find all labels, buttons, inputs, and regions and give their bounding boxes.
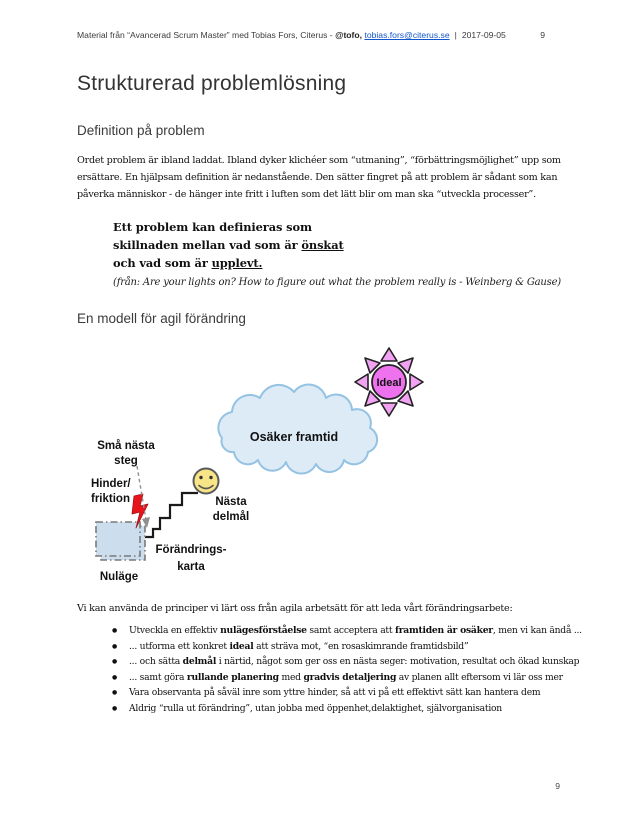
header-date: 2017-09-05 [461, 30, 506, 40]
current-state-label: Nuläge [99, 571, 139, 583]
smiley-icon [194, 469, 219, 494]
header-material-info: Material från “Avancerad Scrum Master” med Tobias Fors, Citerus - [77, 30, 336, 40]
section-heading-definition: Definition på problem [77, 123, 205, 138]
quote-text: skillnaden mellan vad som är [113, 238, 302, 253]
header-separator: | [454, 30, 457, 40]
quote-line [113, 236, 561, 254]
page-header [77, 30, 545, 40]
change-map-label: karta [177, 561, 205, 573]
quote-underlined-word: upplevt. [211, 256, 263, 271]
current-state-box [96, 522, 145, 560]
principles-list [110, 623, 582, 716]
quote-underlined-word: önskat [301, 238, 344, 253]
list-item: ● Utveckla en effektiv nulägesförståelse samt acceptera att framtiden är osäker, men vi kan ändå ... [110, 623, 582, 639]
next-subgoal-label: Nästa [215, 496, 247, 508]
quote-line [113, 218, 561, 236]
ideal-label: Ideal [376, 377, 402, 389]
paragraph-line: ersättare. En hjälpsam definition är nedanstående. Den sätter fingret på att problem är sådant som kan [77, 172, 558, 184]
paragraph-line: Ordet problem är ibland laddat. Ibland dyker klichéer som “utmaning”, “förbättringsmöjlighet” upp som [77, 155, 561, 166]
page-title: Strukturerad problemlösning [77, 72, 347, 95]
change-model-diagram [0, 338, 640, 594]
footer-page-number: 9 [555, 781, 560, 791]
list-item: ● ... utforma ett konkret ideal att sträva mot, “en rosaskimrande framtidsbild” [110, 639, 582, 655]
quote-text: och vad som är [113, 256, 212, 271]
change-map-label: Förändrings- [155, 544, 227, 556]
stairs-shape [141, 493, 198, 537]
sun-icon [355, 348, 423, 416]
definition-paragraph [77, 152, 561, 204]
header-twitter-handle: @tofo, [335, 30, 363, 40]
header-email-link[interactable]: tobias.fors@citerus.se [364, 30, 450, 40]
quote-attribution: (från: Are your lights on? How to figure out what the problem really is - Weinberg & Gause) [113, 276, 562, 288]
header-text [77, 30, 506, 40]
sun-ray [355, 374, 368, 390]
sun-ray [381, 348, 397, 361]
problem-definition-quote [113, 218, 561, 288]
quote-line [113, 254, 561, 272]
paragraph-line: påverka människor - de hänger inte fritt i luften som det lätt blir om man ska “utveckla processer”. [77, 189, 536, 201]
obstacles-label: Hinder/ [91, 478, 131, 490]
page-footer [77, 781, 560, 791]
list-item: ● ... och sätta delmål i närtid, något som ger oss en nästa seger: motivation, resultat och ökad kunskap [110, 654, 582, 670]
list-item: ● ... samt göra rullande planering med gradvis detaljering av planen allt eftersom vi lär oss mer [110, 670, 582, 686]
sun-ray [410, 374, 423, 390]
small-steps-label: steg [114, 455, 138, 467]
list-item: ● Aldrig “rulla ut förändring”, utan jobba med öppenhet,delaktighet, självorganisation [110, 701, 582, 717]
next-subgoal-label: delmål [212, 511, 250, 523]
sun-ray [381, 403, 397, 416]
uncertain-future-label: Osäker framtid [249, 430, 339, 444]
small-steps-label: Små nästa [97, 440, 155, 452]
obstacles-label: friktion [91, 493, 130, 505]
section-heading-model: En modell för agil förändring [77, 311, 246, 326]
principles-intro: Vi kan använda de principer vi lärt oss från agila arbetsätt för att leda vårt förändringsarbete: [77, 603, 513, 614]
list-item: ● Vara observanta på såväl inre som yttre hinder, så att vi på ett effektivt sätt kan hantera dem [110, 685, 582, 701]
header-page-number: 9 [540, 30, 545, 40]
quote-text: Ett problem kan definieras som [113, 220, 312, 234]
